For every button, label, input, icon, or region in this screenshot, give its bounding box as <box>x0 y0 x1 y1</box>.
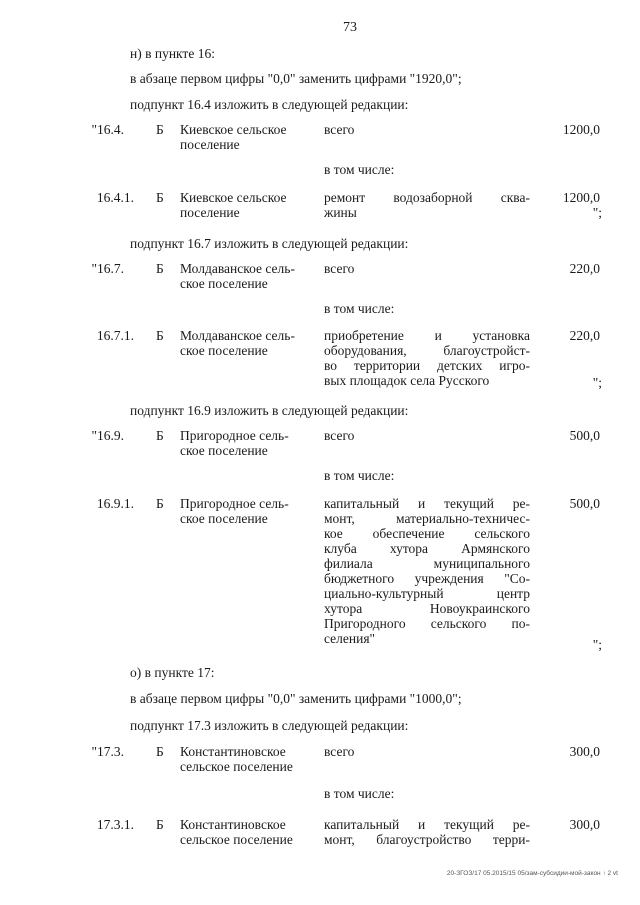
page-number: 73 <box>343 20 357 35</box>
row-description-line: во территории детских игро- <box>324 358 530 373</box>
row-category: Б <box>156 328 164 343</box>
row-description-line: капитальный и текущий ре- <box>324 496 530 511</box>
row-settlement-name: Киевское сельское <box>180 122 287 137</box>
row-description: всего <box>324 261 355 276</box>
row-settlement-name: ское поселение <box>180 443 268 458</box>
row-amount: 220,0 <box>569 261 600 276</box>
row-settlement-name: Молдаванское сель- <box>180 328 295 343</box>
row-description-line: циально-культурный центр <box>324 586 530 601</box>
row-description-line: ремонт водозаборной сква- <box>324 190 530 205</box>
row-description: всего <box>324 122 355 137</box>
row-description-line: монт, благоустройство терри- <box>324 832 530 847</box>
row-description-line: приобретение и установка <box>324 328 530 343</box>
closing-quote: "; <box>592 637 602 652</box>
row-category: Б <box>156 122 164 137</box>
row-settlement-name: Киевское сельское <box>180 190 287 205</box>
row-number: "17.3. <box>91 744 124 759</box>
row-description-line: монт, материально-техничес- <box>324 511 530 526</box>
row-including-label: в том числе: <box>324 786 395 801</box>
paragraph-amend-16: в абзаце первом цифры "0,0" заменить цифрами "1920,0"; <box>130 71 462 86</box>
row-category: Б <box>156 744 164 759</box>
row-settlement-name: сельское поселение <box>180 832 293 847</box>
paragraph-subitem-16-4: подпункт 16.4 изложить в следующей редакции: <box>130 97 409 112</box>
row-description-line: жины <box>324 205 357 220</box>
paragraph-subitem-16-9: подпункт 16.9 изложить в следующей редакции: <box>130 403 409 418</box>
paragraph-subitem-17-3: подпункт 17.3 изложить в следующей редакции: <box>130 718 409 733</box>
row-number: 16.4.1. <box>96 190 134 205</box>
paragraph-item-n: н) в пункте 16: <box>130 46 215 61</box>
row-category: Б <box>156 496 164 511</box>
row-settlement-name: Молдаванское сель- <box>180 261 295 276</box>
row-description-line: клуба хутора Армянского <box>324 541 530 556</box>
row-description-line: капитальный и текущий ре- <box>324 817 530 832</box>
row-amount: 500,0 <box>569 428 600 443</box>
row-description: всего <box>324 744 355 759</box>
row-settlement-name: ское поселение <box>180 276 268 291</box>
row-amount: 1200,0 <box>562 190 600 205</box>
row-settlement-name: поселение <box>180 205 240 220</box>
closing-quote: "; <box>592 205 602 220</box>
row-settlement-name: ское поселение <box>180 511 268 526</box>
row-number: 16.9.1. <box>96 496 134 511</box>
paragraph-item-o: о) в пункте 17: <box>130 665 215 680</box>
row-description-line: вых площадок села Русского <box>324 373 490 388</box>
row-amount: 300,0 <box>569 744 600 759</box>
row-settlement-name: Константиновское <box>180 817 286 832</box>
row-category: Б <box>156 817 164 832</box>
row-number: 16.7.1. <box>96 328 134 343</box>
row-description-line: оборудования, благоустройст- <box>324 343 530 358</box>
row-including-label: в том числе: <box>324 468 395 483</box>
row-settlement-name: Пригородное сель- <box>180 428 289 443</box>
row-amount: 220,0 <box>569 328 600 343</box>
row-number: "16.7. <box>91 261 124 276</box>
row-number: "16.4. <box>91 122 124 137</box>
row-including-label: в том числе: <box>324 162 395 177</box>
row-category: Б <box>156 190 164 205</box>
row-including-label: в том числе: <box>324 301 395 316</box>
row-amount: 500,0 <box>569 496 600 511</box>
row-settlement-name: ское поселение <box>180 343 268 358</box>
footer-file-path: 20-ЗГОЗ/17 05.2015/15 05/зам-субсидии-мой-закон ↑ 2 vt <box>446 870 618 877</box>
row-settlement-name: Константиновское <box>180 744 286 759</box>
closing-quote: "; <box>592 375 602 390</box>
row-description-line: филиала муниципального <box>324 556 530 571</box>
row-description: всего <box>324 428 355 443</box>
row-description-line: кое обеспечение сельского <box>324 526 530 541</box>
row-category: Б <box>156 261 164 276</box>
row-description-line: селения" <box>324 631 376 646</box>
paragraph-subitem-16-7: подпункт 16.7 изложить в следующей редакции: <box>130 236 409 251</box>
row-amount: 300,0 <box>569 817 600 832</box>
row-category: Б <box>156 428 164 443</box>
row-description-line: бюджетного учреждения "Со- <box>324 571 530 586</box>
row-settlement-name: поселение <box>180 137 240 152</box>
row-amount: 1200,0 <box>562 122 600 137</box>
row-settlement-name: сельское поселение <box>180 759 293 774</box>
row-settlement-name: Пригородное сель- <box>180 496 289 511</box>
row-number: "16.9. <box>91 428 124 443</box>
row-description-line: хутора Новоукраинского <box>324 601 530 616</box>
row-description-line: Пригородного сельского по- <box>324 616 530 631</box>
paragraph-amend-17: в абзаце первом цифры "0,0" заменить цифрами "1000,0"; <box>130 691 462 706</box>
row-number: 17.3.1. <box>96 817 134 832</box>
